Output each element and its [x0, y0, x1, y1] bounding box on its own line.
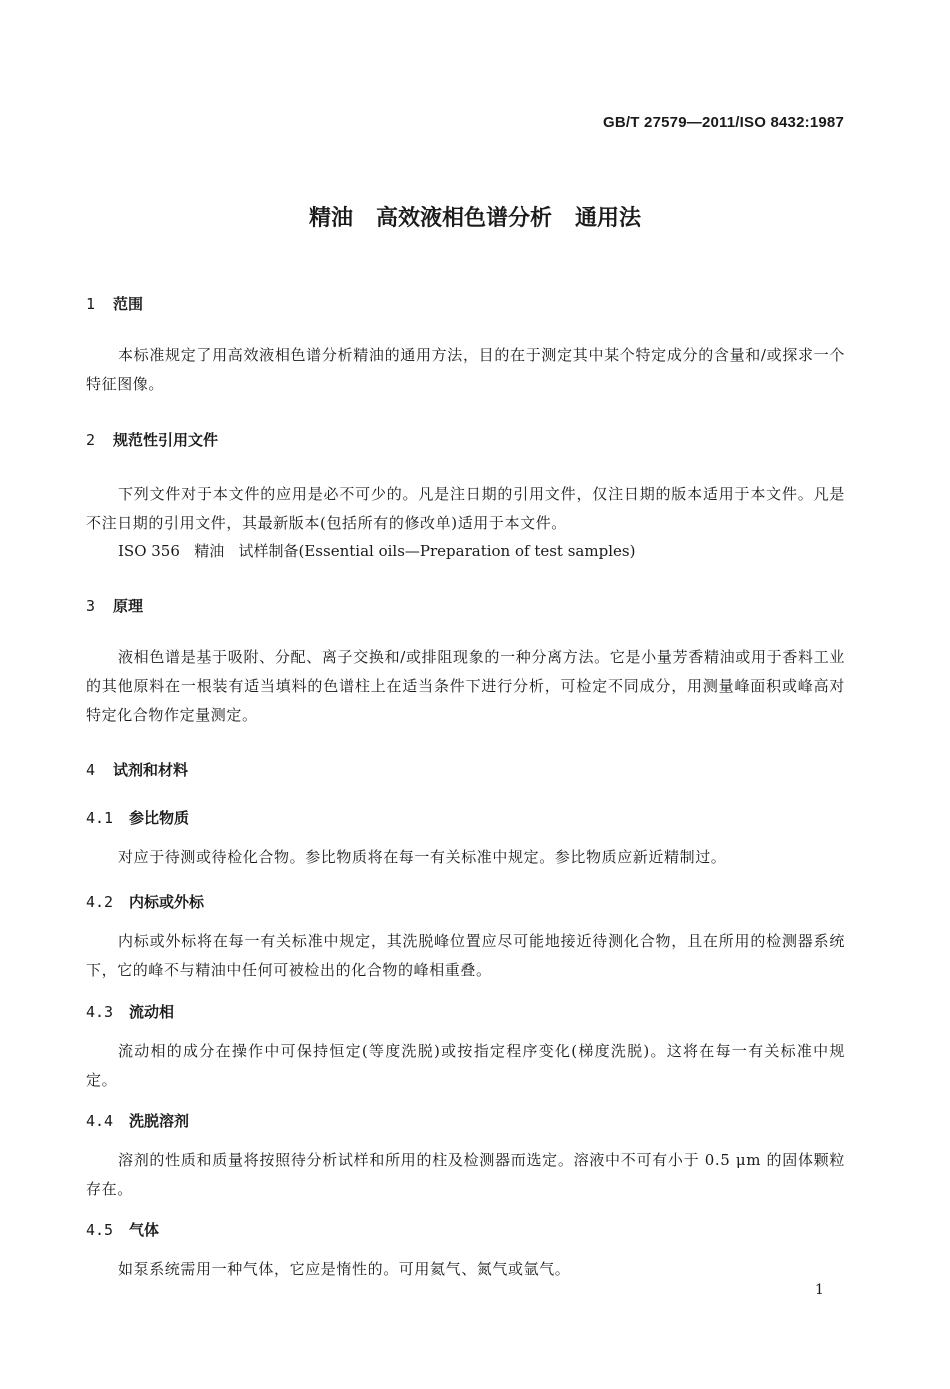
section-1-heading: [86, 293, 143, 314]
subsection-title: 参比物质: [129, 809, 190, 827]
section-2-heading: [86, 429, 218, 450]
section-4-heading: [86, 759, 188, 780]
section-3-heading: [86, 595, 143, 616]
section-1-paragraph: 本标准规定了用高效液相色谱分析精油的通用方法，目的在于测定其中某个特定成分的含量和/或探求一个特征图像。: [86, 346, 845, 393]
subsection-title: 气体: [129, 1221, 160, 1239]
subsection-title: 流动相: [129, 1003, 175, 1021]
subsection-4-4-paragraph: 溶剂的性质和质量将按照待分析试样和所用的柱及检测器而选定。溶液中不可有小于 0.5 μm 的固体颗粒存在。: [86, 1151, 845, 1198]
section-number: 2: [86, 431, 96, 449]
subsection-4-3-heading: [86, 1001, 174, 1022]
section-2-paragraph: 下列文件对于本文件的应用是必不可少的。凡是注日期的引用文件，仅注日期的版本适用于本文件。凡是不注日期的引用文件，其最新版本(包括所有的修改单)适用于本文件。: [86, 485, 845, 532]
section-title: 规范性引用文件: [113, 431, 219, 449]
subsection-4-2-heading: [86, 891, 204, 912]
subsection-number: 4.5: [86, 1221, 114, 1239]
subsection-number: 4.2: [86, 893, 114, 911]
section-number: 3: [86, 597, 96, 615]
section-3-paragraph: 液相色谱是基于吸附、分配、离子交换和/或排阻现象的一种分离方法。它是小量芳香精油或用于香料工业的其他原料在一根装有适当填料的色谱柱上在适当条件下进行分析，可检定不同成分，用测量峰面积或峰高对特定化合物作定量测定。: [86, 648, 845, 724]
subsection-title: 洗脱溶剂: [129, 1112, 190, 1130]
subsection-4-1-paragraph: 对应于待测或待检化合物。参比物质将在每一有关标准中规定。参比物质应新近精制过。: [118, 848, 727, 866]
normative-reference-entry: ISO 356 精油 试样制备(Essential oils—Preparation of test samples): [118, 542, 636, 560]
subsection-number: 4.4: [86, 1112, 114, 1130]
section-title: 原理: [113, 597, 144, 615]
subsection-4-2-paragraph: 内标或外标将在每一有关标准中规定，其洗脱峰位置应尽可能地接近待测化合物，且在所用的检测器系统下，它的峰不与精油中任何可被检出的化合物的峰相重叠。: [86, 932, 845, 979]
standard-code: GB/T 27579—2011/ISO 8432:1987: [603, 114, 844, 131]
section-number: 1: [86, 295, 96, 313]
subsection-4-5-heading: [86, 1219, 159, 1240]
subsection-4-5-paragraph: 如泵系统需用一种气体，它应是惰性的。可用氦气、氮气或氩气。: [118, 1260, 571, 1278]
document-title: 精油 高效液相色谱分析 通用法: [309, 206, 641, 231]
page-number: 1: [815, 1282, 824, 1298]
section-number: 4: [86, 761, 96, 779]
subsection-4-4-heading: [86, 1110, 189, 1131]
subsection-number: 4.1: [86, 809, 114, 827]
subsection-title: 内标或外标: [129, 893, 205, 911]
subsection-number: 4.3: [86, 1003, 114, 1021]
section-title: 试剂和材料: [113, 761, 189, 779]
subsection-4-3-paragraph: 流动相的成分在操作中可保持恒定(等度洗脱)或按指定程序变化(梯度洗脱)。这将在每一有关标准中规定。: [86, 1042, 845, 1089]
subsection-4-1-heading: [86, 807, 189, 828]
section-title: 范围: [113, 295, 144, 313]
